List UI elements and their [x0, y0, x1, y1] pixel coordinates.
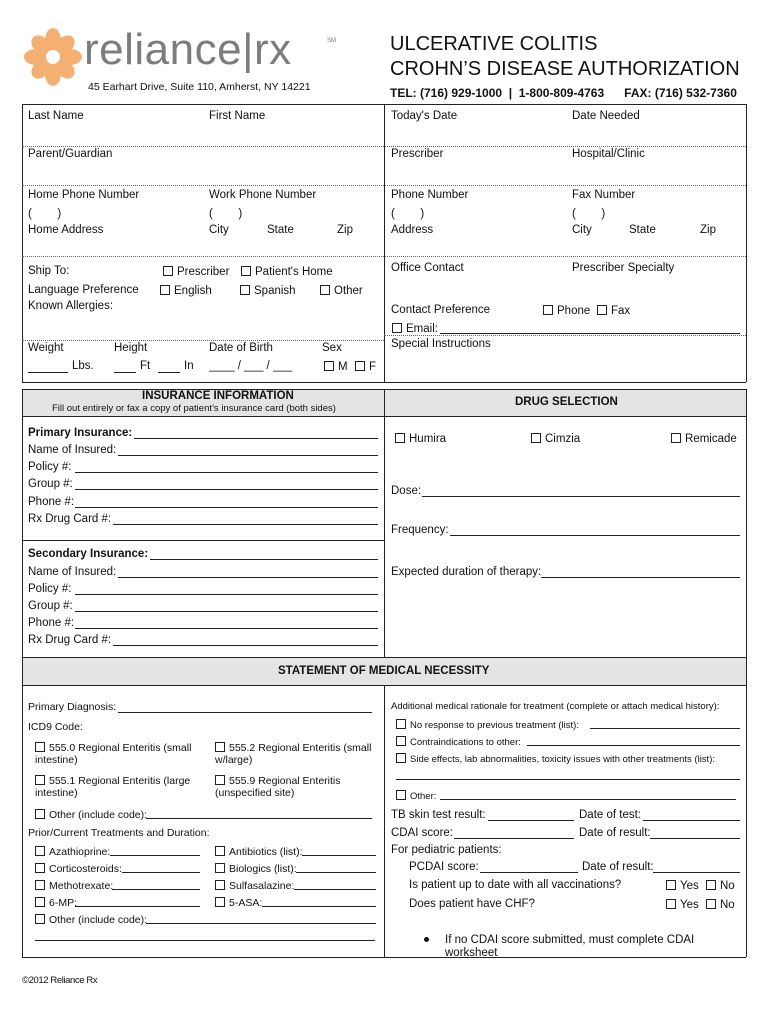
drug-selection-title: DRUG SELECTION: [515, 396, 618, 408]
lang-spanish-option[interactable]: Spanish: [240, 285, 296, 298]
checkbox-icon[interactable]: [215, 880, 225, 890]
checkbox-icon[interactable]: [666, 899, 676, 909]
prescriber-phone-area[interactable]: ( ): [391, 208, 425, 220]
code-5559-option[interactable]: 555.9 Regional Enteritis (unspecified site): [215, 775, 341, 800]
prior-tx-label: Prior/Current Treatments and Duration:: [28, 827, 210, 839]
biologics-option[interactable]: Biologics (list):: [215, 863, 297, 875]
bullet-icon: [424, 937, 429, 942]
secondary-rx-card-label: Rx Drug Card #:: [28, 634, 112, 646]
parent-guardian-label: Parent/Guardian: [28, 148, 113, 160]
checkbox-icon[interactable]: [396, 790, 406, 800]
secondary-rx-card-field[interactable]: [113, 645, 378, 646]
specialty-label: Prescriber Specialty: [572, 262, 675, 274]
code-5552-option[interactable]: 555.2 Regional Enteritis (small w/large): [215, 742, 372, 767]
five-asa-field[interactable]: [262, 906, 376, 907]
primary-rx-card-field[interactable]: [113, 524, 378, 525]
checkbox-icon[interactable]: [241, 266, 251, 276]
tb-result-label: TB skin test result:: [391, 809, 486, 821]
checkbox-icon[interactable]: [35, 863, 45, 873]
dose-label: Dose:: [391, 485, 422, 497]
form-title-line1: ULCERATIVE COLITIS: [390, 33, 598, 55]
methotrexate-field[interactable]: [112, 889, 200, 890]
other-include-option[interactable]: Other (include code):: [35, 914, 147, 926]
home-phone-label: Home Phone Number: [28, 189, 140, 201]
azathioprine-field[interactable]: [110, 855, 200, 856]
weight-field[interactable]: [28, 372, 68, 373]
drug-remicade-option[interactable]: Remicade: [671, 433, 737, 446]
no-response-field[interactable]: [590, 728, 740, 729]
city-label: City: [209, 224, 229, 236]
primary-insurance-label: Primary Insurance:: [28, 427, 133, 439]
dob-field[interactable]: ____ / ___ / ___: [209, 360, 293, 372]
primary-name-insured-field[interactable]: [118, 455, 378, 456]
pcdai-score-label: PCDAI score:: [409, 861, 479, 873]
height-ft-field[interactable]: [114, 372, 136, 373]
checkbox-icon[interactable]: [392, 323, 402, 333]
checkbox-icon[interactable]: [396, 753, 406, 763]
checkbox-icon[interactable]: [671, 433, 681, 443]
sex-f-option[interactable]: F: [355, 361, 376, 374]
logo-wordmark: reliance|rx: [84, 25, 292, 74]
contraindications-option[interactable]: Contraindications to other:: [396, 736, 521, 748]
copyright: ©2012 Reliance Rx: [22, 975, 98, 986]
drug-cimzia-option[interactable]: Cimzia: [531, 433, 580, 446]
checkbox-icon[interactable]: [163, 266, 173, 276]
checkbox-icon[interactable]: [215, 775, 225, 785]
home-address-label: Home Address: [28, 224, 104, 236]
language-label: Language Preference: [28, 284, 139, 296]
antibiotics-option[interactable]: Antibiotics (list):: [215, 846, 303, 858]
checkbox-icon[interactable]: [160, 285, 170, 295]
logo-service-mark: SM: [327, 38, 336, 44]
checkbox-icon[interactable]: [324, 361, 334, 371]
duration-field[interactable]: [541, 577, 740, 578]
last-name-label: Last Name: [28, 110, 84, 122]
primary-policy-field[interactable]: [75, 472, 378, 473]
primary-rx-card-label: Rx Drug Card #:: [28, 513, 112, 525]
checkbox-icon[interactable]: [396, 719, 406, 729]
frequency-label: Frequency:: [391, 524, 449, 536]
checkbox-icon[interactable]: [706, 899, 716, 909]
sex-label: Sex: [322, 342, 342, 354]
todays-date-label: Today's Date: [391, 110, 458, 122]
icd9-label: ICD9 Code:: [28, 721, 83, 733]
checkbox-icon[interactable]: [666, 880, 676, 890]
office-contact-label: Office Contact: [391, 262, 464, 274]
primary-dx-field[interactable]: [118, 712, 372, 713]
vaccinations-label: Is patient up to date with all vaccinations?: [409, 879, 622, 891]
sulfasalazine-field[interactable]: [294, 889, 376, 890]
corticosteroids-field[interactable]: [122, 872, 200, 873]
pcdai-score-field[interactable]: [480, 872, 578, 873]
checkbox-icon[interactable]: [35, 846, 45, 856]
contact-pref-label: Contact Preference: [391, 304, 491, 316]
insurance-subtitle: Fill out entirely or fax a copy of patient’s insurance card (both sides): [52, 403, 336, 414]
primary-group-field[interactable]: [75, 489, 378, 490]
secondary-group-label: Group #:: [28, 600, 73, 612]
home-phone-area[interactable]: ( ): [28, 208, 62, 220]
checkbox-icon[interactable]: [531, 433, 541, 443]
checkbox-icon[interactable]: [543, 305, 553, 315]
duration-label: Expected duration of therapy:: [391, 566, 542, 578]
chf-yes-option[interactable]: Yes: [666, 899, 699, 912]
rationale-label: Additional medical rationale for treatment (complete or attach medical history):: [391, 701, 720, 712]
six-mp-field[interactable]: [75, 906, 200, 907]
azathioprine-option[interactable]: Azathioprine:: [35, 846, 110, 858]
checkbox-icon[interactable]: [395, 433, 405, 443]
secondary-policy-label: Policy #:: [28, 583, 72, 595]
checkbox-icon[interactable]: [215, 897, 225, 907]
logo-flower-icon: [24, 28, 82, 86]
six-mp-option[interactable]: 6-MP:: [35, 897, 77, 909]
other-option[interactable]: Other:: [396, 790, 436, 802]
pcdai-date-label: Date of result:: [582, 861, 654, 873]
email-option[interactable]: Email:: [392, 323, 438, 336]
primary-group-label: Group #:: [28, 478, 73, 490]
checkbox-icon[interactable]: [355, 361, 365, 371]
checkbox-icon[interactable]: [215, 846, 225, 856]
checkbox-icon[interactable]: [240, 285, 250, 295]
pref-phone-option[interactable]: Phone: [543, 305, 590, 318]
checkbox-icon[interactable]: [320, 285, 330, 295]
antibiotics-field[interactable]: [302, 855, 376, 856]
cdai-score-label: CDAI score:: [391, 827, 453, 839]
date-of-test-field[interactable]: [643, 820, 740, 821]
other-field[interactable]: [440, 799, 736, 800]
checkbox-icon[interactable]: [35, 897, 45, 907]
secondary-phone-label: Phone #:: [28, 617, 75, 629]
methotrexate-option[interactable]: Methotrexate:: [35, 880, 113, 892]
other-include-field[interactable]: [146, 923, 376, 924]
checkbox-icon[interactable]: [35, 880, 45, 890]
work-phone-label: Work Phone Number: [209, 189, 317, 201]
date-of-result-label: Date of result:: [579, 827, 651, 839]
prescriber-fax-area[interactable]: ( ): [572, 208, 606, 220]
sex-m-option[interactable]: M: [324, 361, 348, 374]
checkbox-icon[interactable]: [35, 914, 45, 924]
prescriber-address-label: Address: [391, 224, 434, 236]
checkbox-icon[interactable]: [215, 863, 225, 873]
secondary-group-field[interactable]: [75, 611, 378, 612]
secondary-name-insured-label: Name of Insured:: [28, 566, 117, 578]
other-code-field[interactable]: [146, 818, 372, 819]
prescriber-city-label: City: [572, 224, 592, 236]
primary-phone-field[interactable]: [75, 507, 378, 508]
no-response-option[interactable]: No response to previous treatment (list):: [396, 719, 579, 731]
height-in-field[interactable]: [158, 372, 180, 373]
date-of-test-label: Date of test:: [579, 809, 642, 821]
contraindications-field[interactable]: [527, 745, 740, 746]
pref-fax-option[interactable]: Fax: [597, 305, 630, 318]
biologics-field[interactable]: [296, 872, 376, 873]
tb-result-field[interactable]: [488, 820, 574, 821]
lang-english-option[interactable]: English: [160, 285, 212, 298]
dob-label: Date of Birth: [209, 342, 273, 354]
other-code-option[interactable]: Other (include code):: [35, 809, 147, 821]
drug-humira-option[interactable]: Humira: [395, 433, 446, 446]
in-label: In: [184, 360, 194, 372]
secondary-insurance-field[interactable]: [150, 559, 378, 560]
contact-line: TEL: (716) 929-1000 | 1-800-809-4763 FAX: (716) 532-7360: [390, 86, 737, 100]
ship-home-option[interactable]: Patient's Home: [241, 266, 333, 279]
prescriber-label: Prescriber: [391, 148, 444, 160]
primary-name-insured-label: Name of Insured:: [28, 444, 117, 456]
secondary-phone-field[interactable]: [75, 628, 378, 629]
five-asa-option[interactable]: 5-ASA:: [215, 897, 262, 909]
other-include-line2[interactable]: [35, 940, 375, 941]
hospital-label: Hospital/Clinic: [572, 148, 645, 160]
prescriber-phone-label: Phone Number: [391, 189, 469, 201]
secondary-name-insured-field[interactable]: [118, 577, 378, 578]
primary-dx-label: Primary Diagnosis:: [28, 701, 117, 713]
checkbox-icon[interactable]: [706, 880, 716, 890]
insurance-title: INSURANCE INFORMATION: [142, 390, 294, 402]
code-5550-option[interactable]: 555.0 Regional Enteritis (small intestine): [35, 742, 192, 767]
prescriber-state-label: State: [629, 224, 656, 236]
email-field[interactable]: [440, 333, 740, 334]
chf-no-option[interactable]: No: [706, 899, 735, 912]
date-of-result-field[interactable]: [650, 838, 740, 839]
primary-insurance-field[interactable]: [134, 438, 378, 439]
secondary-insurance-label: Secondary Insurance:: [28, 548, 149, 560]
checkbox-icon[interactable]: [35, 742, 45, 752]
ft-label: Ft: [140, 360, 151, 372]
checkbox-icon[interactable]: [35, 775, 45, 785]
primary-phone-label: Phone #:: [28, 496, 75, 508]
pediatric-label: For pediatric patients:: [391, 844, 502, 856]
secondary-policy-field[interactable]: [75, 594, 378, 595]
prescriber-zip-label: Zip: [700, 224, 716, 236]
dose-field[interactable]: [422, 496, 740, 497]
sulfasalazine-option[interactable]: Sulfasalazine:: [215, 880, 294, 892]
zip-label: Zip: [337, 224, 353, 236]
side-effects-option[interactable]: Side effects, lab abnormalities, toxicity issues with other treatments (list):: [396, 753, 715, 765]
side-effects-field[interactable]: [396, 779, 740, 780]
cdai-score-field[interactable]: [454, 838, 574, 839]
chf-label: Does patient have CHF?: [409, 898, 535, 910]
special-instructions-label: Special Instructions: [391, 338, 491, 350]
corticosteroids-option[interactable]: Corticosteroids:: [35, 863, 122, 875]
vaccinations-yes-option[interactable]: Yes: [666, 880, 699, 893]
height-label: Height: [114, 342, 148, 354]
first-name-label: First Name: [209, 110, 266, 122]
weight-label: Weight: [28, 342, 64, 354]
primary-policy-label: Policy #:: [28, 461, 72, 473]
company-address: 45 Earhart Drive, Suite 110, Amherst, NY 14221: [88, 81, 311, 93]
form-title-line2: CROHN’S DISEASE AUTHORIZATION: [390, 58, 740, 80]
vaccinations-no-option[interactable]: No: [706, 880, 735, 893]
pcdai-date-field[interactable]: [653, 872, 740, 873]
cdai-note: If no CDAI score submitted, must complete CDAI worksheet: [445, 934, 695, 960]
lbs-label: Lbs.: [72, 360, 94, 372]
checkbox-icon[interactable]: [597, 305, 607, 315]
lang-other-option[interactable]: Other: [320, 285, 363, 298]
checkbox-icon[interactable]: [396, 736, 406, 746]
frequency-field[interactable]: [450, 535, 740, 536]
date-needed-label: Date Needed: [572, 110, 640, 122]
ship-prescriber-option[interactable]: Prescriber: [163, 266, 229, 279]
state-label: State: [267, 224, 294, 236]
code-5551-option[interactable]: 555.1 Regional Enteritis (large intestine): [35, 775, 191, 800]
prescriber-fax-label: Fax Number: [572, 189, 636, 201]
work-phone-area[interactable]: ( ): [209, 208, 243, 220]
checkbox-icon[interactable]: [35, 809, 45, 819]
checkbox-icon[interactable]: [215, 742, 225, 752]
ship-to-label: Ship To:: [28, 265, 70, 277]
necessity-title: STATEMENT OF MEDICAL NECESSITY: [278, 665, 490, 677]
allergies-label: Known Allergies:: [28, 300, 114, 312]
